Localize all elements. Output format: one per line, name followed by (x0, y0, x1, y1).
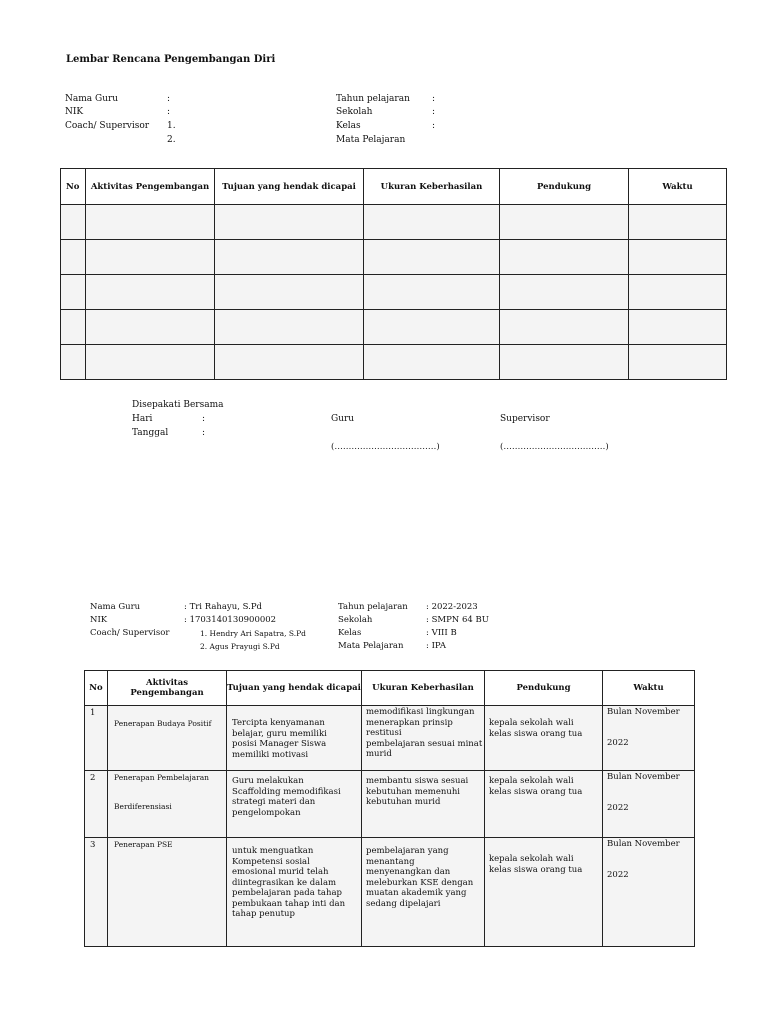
kelas-label: Kelas (336, 121, 361, 131)
empty-cell (629, 275, 727, 310)
filled-sekolah-value: : SMPN 64 BU (426, 615, 489, 625)
nama-guru-label: Nama Guru (65, 94, 119, 104)
filled-nik-value: : 1703140130900002 (184, 615, 277, 625)
filled-plan-table (84, 670, 695, 947)
header-tujuan: Tujuan yang hendak dicapai (215, 169, 364, 205)
empty-cell (364, 240, 500, 275)
empty-cell (500, 345, 629, 380)
row-waktu-bulan: Bulan November (607, 772, 680, 782)
table-row (85, 771, 695, 838)
row-no: 1 (90, 708, 96, 718)
row-no: 2 (90, 773, 96, 783)
disepakati-label: Disepakati Bersama (132, 400, 224, 410)
row-waktu-tahun: 2022 (607, 870, 629, 880)
empty-cell (215, 205, 364, 240)
row-aktivitas: Penerapan Budaya Positif (114, 719, 212, 728)
row-pendukung: kepala sekolah wali kelas siswa orang tua (489, 718, 583, 739)
template-plan-table (60, 168, 727, 380)
row-pendukung: kepala sekolah wali kelas siswa orang tua (489, 776, 583, 797)
empty-cell (61, 240, 86, 275)
coach-number-1: 1. (167, 121, 176, 131)
row-waktu-tahun: 2022 (607, 803, 629, 813)
tahun-colon: : (432, 94, 436, 104)
sekolah-label: Sekolah (336, 107, 373, 117)
empty-cell (364, 310, 500, 345)
table-row (85, 838, 695, 947)
filled-kelas-label: Kelas (338, 628, 362, 638)
empty-cell (215, 345, 364, 380)
filled-nama-guru-value: : Tri Rahayu, S.Pd (184, 602, 262, 612)
empty-cell (61, 345, 86, 380)
empty-cell (364, 205, 500, 240)
empty-cell (629, 310, 727, 345)
hari-label: Hari (132, 414, 153, 424)
tanggal-colon: : (202, 428, 206, 438)
nik-colon: : (167, 107, 171, 117)
empty-cell (86, 275, 215, 310)
table-row (61, 240, 727, 275)
empty-cell (215, 275, 364, 310)
empty-cell (61, 275, 86, 310)
table-row (61, 345, 727, 380)
empty-cell (629, 240, 727, 275)
row-waktu-bulan: Bulan November (607, 707, 680, 717)
header-aktivitas: Aktivitas Pengembangan (86, 169, 215, 205)
header-waktu: Waktu (629, 169, 727, 205)
empty-cell (500, 275, 629, 310)
supervisor-signature-line: (………………………………) (500, 442, 609, 452)
empty-cell (86, 310, 215, 345)
header-pendukung: Pendukung (500, 169, 629, 205)
filled-header-aktivitas: Aktivitas Pengembangan (108, 671, 227, 706)
table-row (85, 706, 695, 771)
empty-cell (61, 310, 86, 345)
row-ukuran: membantu siswa sesuai kebutuhan memenuhi kebutuhan murid (366, 776, 469, 807)
row-aktivitas: Penerapan PSE (114, 840, 173, 849)
filled-coach-2: 2. Agus Prayugi S.Pd (200, 642, 280, 651)
empty-cell (215, 310, 364, 345)
filled-header-waktu: Waktu (603, 671, 695, 706)
filled-header-ukuran: Ukuran Keberhasilan (362, 671, 485, 706)
empty-cell (86, 205, 215, 240)
page-title: Lembar Rencana Pengembangan Diri (66, 54, 276, 65)
filled-coach-label: Coach/ Supervisor (90, 628, 170, 638)
header-no: No (61, 169, 86, 205)
supervisor-signature-label: Supervisor (500, 414, 550, 424)
mapel-label: Mata Pelajaran (336, 135, 406, 145)
tanggal-label: Tanggal (132, 428, 169, 438)
filled-header-tujuan: Tujuan yang hendak dicapai (227, 671, 362, 706)
empty-cell (215, 240, 364, 275)
empty-cell (364, 345, 500, 380)
guru-signature-line: (………………………………) (331, 442, 440, 452)
filled-kelas-value: : VIII B (426, 628, 457, 638)
sekolah-colon: : (432, 107, 436, 117)
empty-cell (86, 240, 215, 275)
row-aktivitas-cont: Berdiferensiasi (114, 802, 172, 811)
row-tujuan: untuk menguatkan Kompetensi sosial emosional murid telah diintegrasikan ke dalam pembelajaran pada tahap pembukaan tahap inti dan tahap penutup (232, 846, 346, 919)
table-row (61, 275, 727, 310)
empty-cell (61, 205, 86, 240)
filled-nik-label: NIK (90, 615, 108, 625)
empty-cell (500, 310, 629, 345)
row-waktu-bulan: Bulan November (607, 839, 680, 849)
row-waktu-tahun: 2022 (607, 738, 629, 748)
row-tujuan: Guru melakukan Scaffolding memodifikasi strategi materi dan pengelompokan (232, 776, 341, 818)
filled-mapel-label: Mata Pelajaran (338, 641, 404, 651)
filled-coach-1: 1. Hendry Ari Sapatra, S.Pd (200, 629, 306, 638)
filled-header-pendukung: Pendukung (485, 671, 603, 706)
kelas-colon: : (432, 121, 436, 131)
coach-number-2: 2. (167, 135, 176, 145)
hari-colon: : (202, 414, 206, 424)
filled-header-no: No (85, 671, 108, 706)
empty-cell (629, 205, 727, 240)
nama-guru-colon: : (167, 94, 171, 104)
filled-mapel-value: : IPA (426, 641, 447, 651)
empty-cell (86, 345, 215, 380)
row-ukuran: pembelajaran yang menantang menyenangkan dan meleburkan KSE dengan muatan akademik yang sedang dipelajari (366, 846, 474, 909)
row-no: 3 (90, 840, 96, 850)
row-ukuran: memodifikasi lingkungan menerapkan prinsip restitusi pembelajaran sesuai minat murid (366, 707, 483, 759)
filled-nama-guru-label: Nama Guru (90, 602, 141, 612)
table-row (61, 310, 727, 345)
row-aktivitas: Penerapan Pembelajaran (114, 773, 210, 782)
nik-label: NIK (65, 107, 84, 117)
filled-sekolah-label: Sekolah (338, 615, 373, 625)
empty-cell (500, 205, 629, 240)
empty-cell (500, 240, 629, 275)
tahun-label: Tahun pelajaran (336, 94, 410, 104)
table-row (61, 205, 727, 240)
row-tujuan: Tercipta kenyamanan belajar, guru memiliki posisi Manager Siswa memiliki motivasi (232, 718, 327, 760)
guru-signature-label: Guru (331, 414, 355, 424)
coach-label: Coach/ Supervisor (65, 121, 150, 131)
header-ukuran: Ukuran Keberhasilan (364, 169, 500, 205)
row-pendukung: kepala sekolah wali kelas siswa orang tua (489, 854, 583, 875)
empty-cell (629, 345, 727, 380)
filled-tahun-label: Tahun pelajaran (338, 602, 408, 612)
filled-tahun-value: : 2022-2023 (426, 602, 478, 612)
empty-cell (364, 275, 500, 310)
